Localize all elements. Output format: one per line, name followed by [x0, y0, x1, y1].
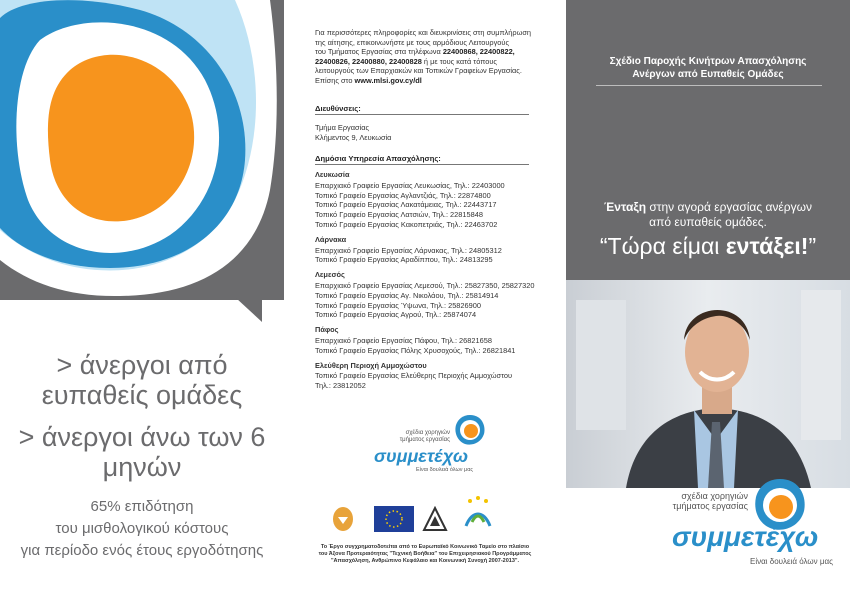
eye-graphic-icon [0, 0, 284, 330]
funding-line3: "Απασχόληση, Ανθρώπινο Κεφάλαιο και Κοινωνική Συνοχή 2007-2013". [330, 558, 520, 564]
city-group [315, 270, 555, 320]
city-group [315, 325, 555, 355]
service-header: Δημόσια Υπηρεσία Απασχόλησης: [315, 154, 529, 165]
logo-wordmark: συμμετέχω [672, 521, 819, 552]
office-line: Επαρχιακό Γραφείο Εργασίας Λάρνακας, Τηλ.: 24805312 [315, 245, 502, 255]
bullet-vulnerable-groups: > άνεργοι από ευπαθείς ομάδες [41, 350, 243, 410]
intro-line2: της αίτησης, επικοινωνήστε με τους αρμόδιους Λειτουργούς [315, 37, 510, 47]
city-group [315, 235, 555, 265]
logo-wordmark: συμμετέχω [374, 446, 469, 466]
intro-phones1: 22400868, 22400822, [442, 47, 515, 57]
scheme-title-line1: Σχέδιο Παροχής Κινήτρων Απασχόλησης [609, 56, 807, 67]
hrda-logo-icon [422, 506, 448, 532]
office-line: Τοπικό Γραφείο Εργασίας Λατσιών, Τηλ.: 22815848 [315, 210, 483, 220]
subsidy-note [0, 496, 284, 562]
logo-eye-icon [452, 412, 488, 448]
eu-flag-icon [374, 506, 414, 532]
city-group [315, 170, 555, 230]
integration-subtitle [566, 200, 850, 230]
office-line: Τοπικό Γραφείο Εργασίας Κακοπετριάς, Τηλ.: 22463702 [315, 219, 498, 229]
left-panel [0, 0, 284, 595]
city-name: Λευκωσία [315, 170, 350, 179]
funding-line1: Το Έργο συγχρηματοδοτείται από το Ευρωπαϊκό Κοινωνικό Ταμείο στο πλαίσιο [320, 544, 530, 550]
office-line: Τοπικό Γραφείο Εργασίας Αγ. Νικολάου, Τηλ.: 25814914 [315, 290, 499, 300]
scheme-title [566, 55, 850, 81]
right-panel [566, 0, 850, 595]
addresses-header: Διευθύνσεις: [315, 104, 529, 115]
funding-statement [304, 544, 546, 565]
office-line: Τοπικό Γραφείο Εργασίας Ελεύθερης Περιοχής Αμμοχώστου [315, 371, 513, 381]
funding-line2: του Άξονα Προτεραιότητας "Τεχνική Βοήθεια" του Επιχειρησιακού Προγράμματος [318, 551, 532, 557]
logo-slogan: Είναι δουλειά όλων μας [416, 467, 474, 473]
dept-address [315, 123, 555, 143]
dept-line1: Τμήμα Εργασίας [315, 123, 370, 132]
intro-line1: Για περισσότερες πληροφορίες και διευκρινίσεις στη συμπλήρωση [315, 28, 532, 37]
scheme-title-line2: Ανέργων από Ευπαθείς Ομάδες [632, 69, 784, 80]
cyprus-emblem-icon [330, 506, 356, 532]
office-line: Επαρχιακό Γραφείο Εργασίας Λευκωσίας, Τηλ.: 22403000 [315, 180, 505, 190]
businessman-photo-icon [566, 280, 850, 488]
subsidy-note-line2: του μισθολογικού κόστους [55, 520, 229, 537]
intro-line3b: 22400826, 22400880, 22400828 ή με τους κατά τόπους [315, 56, 497, 66]
bullet-long-term-unemployed: > άνεργοι άνω των 6 μηνών [18, 422, 266, 482]
city-name: Λάρνακα [315, 234, 347, 244]
dept-line2: Κλήμεντος 9, Λευκωσία [315, 132, 392, 142]
structural-funds-logo-icon [458, 492, 498, 536]
contact-intro [315, 28, 551, 86]
symmetexo-logo-right [666, 475, 846, 575]
city-name: Πάφος [315, 325, 339, 335]
subsidy-note-line3: για περίοδο ενός έτους εργοδότησης [20, 542, 264, 559]
symmetexo-logo-middle [354, 412, 494, 474]
logo-tag-line2: τμήματος εργασίας [399, 437, 450, 443]
office-line: Τοπικό Γραφείο Εργασίας Αραδίππου, Τηλ.: 24813295 [315, 255, 493, 265]
intro-phones2: 22400826, 22400880, 22400828 [315, 56, 422, 66]
office-line: Τοπικό Γραφείο Εργασίας Αγλαντζιάς, Τηλ.: 22874800 [315, 190, 491, 200]
office-line: Επαρχιακό Γραφείο Εργασίας Πάφου, Τηλ.: 26821658 [315, 335, 492, 345]
logo-tag-line2: τμήματος εργασίας [672, 501, 748, 511]
city-group [315, 361, 555, 391]
offices-list [315, 170, 555, 391]
city-name: Λεμεσός [315, 270, 345, 280]
middle-panel [284, 0, 566, 595]
intro-line5: λειτουργούς των Επαρχιακών και Τοπικών Γραφείων Εργασίας. [315, 66, 522, 76]
logo-tagline [400, 430, 450, 444]
website-link[interactable]: www.mlsi.gov.cy/dl [354, 75, 422, 85]
office-line: Τοπικό Γραφείο Εργασίας Ύψωνα, Τηλ.: 25826900 [315, 300, 481, 310]
office-line: Τοπικό Γραφείο Εργασίας Λακατάμειας, Τηλ.: 22443717 [315, 200, 497, 210]
slogan-bold: εντάξει! [725, 233, 809, 259]
partner-logos [318, 492, 548, 540]
subtitle-line2: από ευπαθείς ομάδες. [649, 215, 767, 229]
office-line: Τοπικό Γραφείο Εργασίας Πόλης Χρυσοχούς, Τηλ.: 26821841 [315, 345, 516, 355]
intro-line3: του Τμήματος Εργασίας στα τηλέφωνα 22400868, 22400822, [315, 47, 515, 57]
logo-tagline [673, 491, 748, 511]
title-divider [596, 85, 822, 86]
slogan-quote: “Τώρα είμαι εντάξει!” [599, 233, 817, 259]
city-name: Ελεύθερη Περιοχή Αμμοχώστου [315, 360, 427, 370]
subtitle-bold: Ένταξη [604, 200, 647, 214]
logo-tag-line1: σχέδια χορηγιών [405, 430, 450, 436]
logo-slogan: Είναι δουλειά όλων μας [750, 557, 833, 566]
office-line: Τηλ.: 23812052 [315, 381, 366, 391]
office-line: Τοπικό Γραφείο Εργασίας Αγρού, Τηλ.: 25874074 [315, 310, 477, 320]
subsidy-note-line1: 65% επιδότηση [90, 498, 194, 515]
office-line: Επαρχιακό Γραφείο Εργασίας Λεμεσού, Τηλ.: 25827350, 25827320 [315, 280, 535, 290]
intro-line6: Επίσης στο www.mlsi.gov.cy/dl [315, 75, 422, 85]
subtitle-line1: Ένταξη στην αγορά εργασίας ανέργων [604, 200, 812, 214]
logo-tag-line1: σχέδια χορηγιών [681, 491, 748, 501]
